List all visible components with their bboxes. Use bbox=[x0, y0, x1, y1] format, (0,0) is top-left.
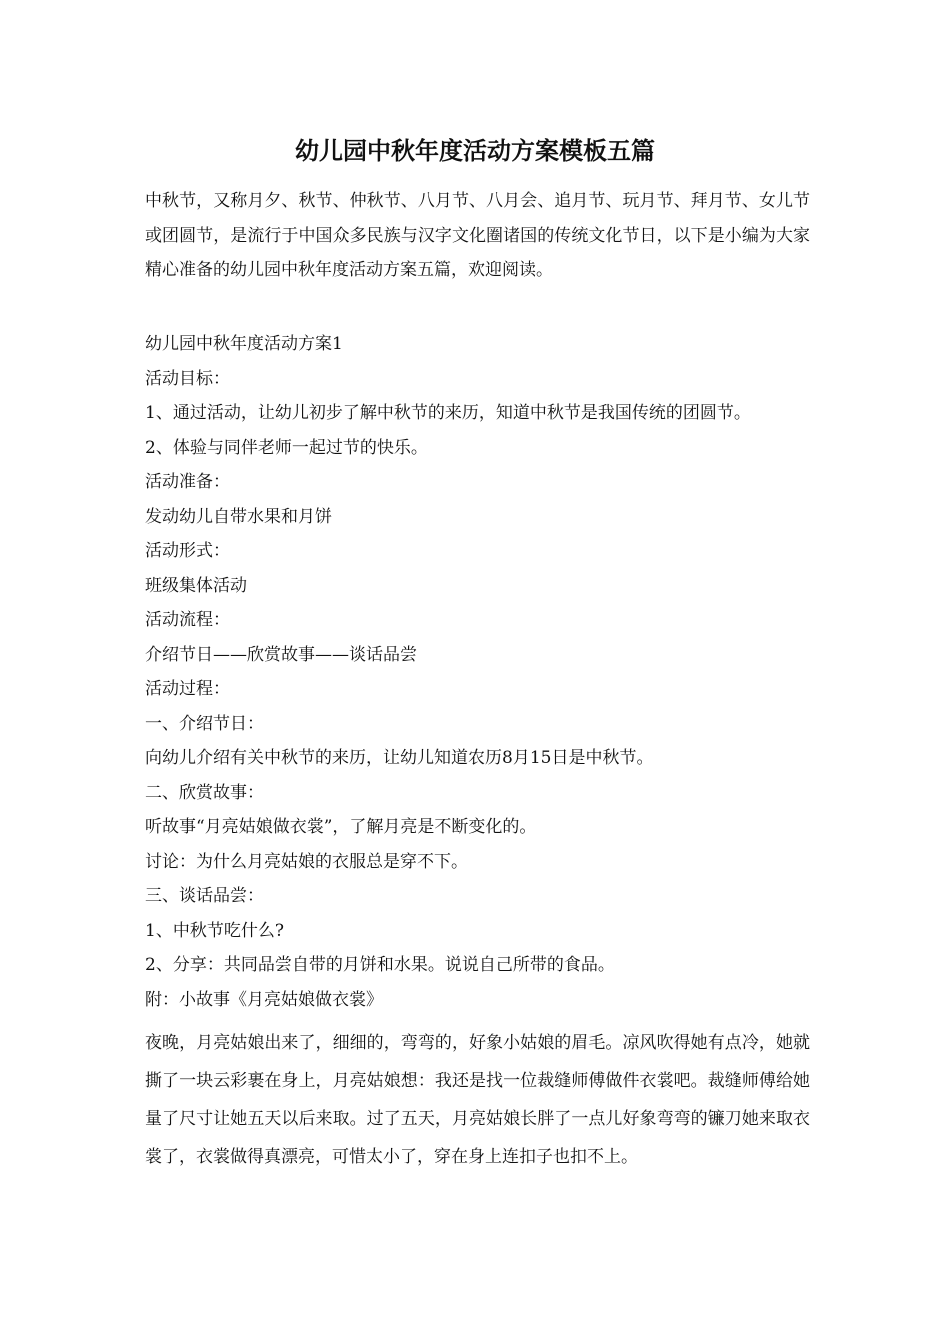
goal-item: 2、体验与同伴老师一起过节的快乐。 bbox=[145, 437, 428, 458]
section-label-format: 活动形式： bbox=[145, 541, 230, 561]
process-step-text: 2、分享：共同品尝自带的月饼和水果。说说自己所带的食品。 bbox=[145, 955, 615, 975]
appendix-heading: 附：小故事《月亮姑娘做衣裳》 bbox=[145, 989, 383, 1010]
process-step-heading: 二、欣赏故事： bbox=[145, 782, 264, 803]
preparation-text: 发动幼儿自带水果和月饼 bbox=[145, 506, 332, 527]
process-step-text: 向幼儿介绍有关中秋节的来历，让幼儿知道农历8月15日是中秋节。 bbox=[145, 748, 654, 768]
story-paragraph: 夜晚，月亮姑娘出来了，细细的，弯弯的，好象小姑娘的眉毛。凉风吹得她有点冷，她就撕了一块云彩裹在身上，月亮姑娘想：我还是找一位裁缝师傅做件衣裳吧。裁缝师傅给她量了尺寸让她五天以后来取。过了五天，月亮姑娘长胖了一点儿好象弯弯的镰刀她来取衣裳了，衣裳做得真漂亮，可惜太小了，穿在身上连扣子也扣不上。 bbox=[145, 1033, 810, 1167]
document-title: 幼儿园中秋年度活动方案模板五篇 bbox=[295, 136, 655, 165]
goal-item: 1、通过活动，让幼儿初步了解中秋节的来历，知道中秋节是我国传统的团圆节。 bbox=[145, 403, 751, 423]
plan-body bbox=[145, 327, 810, 1017]
process-step-text: 讨论：为什么月亮姑娘的衣服总是穿不下。 bbox=[145, 851, 468, 872]
plan-heading: 幼儿园中秋年度活动方案1 bbox=[145, 334, 343, 354]
flow-text: 介绍节日——欣赏故事——谈话品尝 bbox=[145, 644, 417, 665]
process-step-heading: 三、谈话品尝： bbox=[145, 886, 264, 906]
section-label-goals: 活动目标： bbox=[145, 368, 230, 389]
process-step-text: 听故事“月亮姑娘做衣裳”，了解月亮是不断变化的。 bbox=[145, 817, 537, 837]
section-label-flow: 活动流程： bbox=[145, 610, 230, 630]
intro-paragraph: 中秋节，又称月夕、秋节、仲秋节、八月节、八月会、追月节、玩月节、拜月节、女儿节或团圆节，是流行于中国众多民族与汉字文化圈诸国的传统文化节日，以下是小编为大家精心准备的幼儿园中秋年度活动方案五篇，欢迎阅读。 bbox=[145, 191, 810, 280]
process-step-heading: 一、介绍节日： bbox=[145, 713, 264, 734]
section-label-process: 活动过程： bbox=[145, 679, 230, 699]
format-text: 班级集体活动 bbox=[145, 575, 247, 596]
section-label-preparation: 活动准备： bbox=[145, 472, 230, 492]
process-step-text: 1、中秋节吃什么? bbox=[145, 920, 284, 941]
